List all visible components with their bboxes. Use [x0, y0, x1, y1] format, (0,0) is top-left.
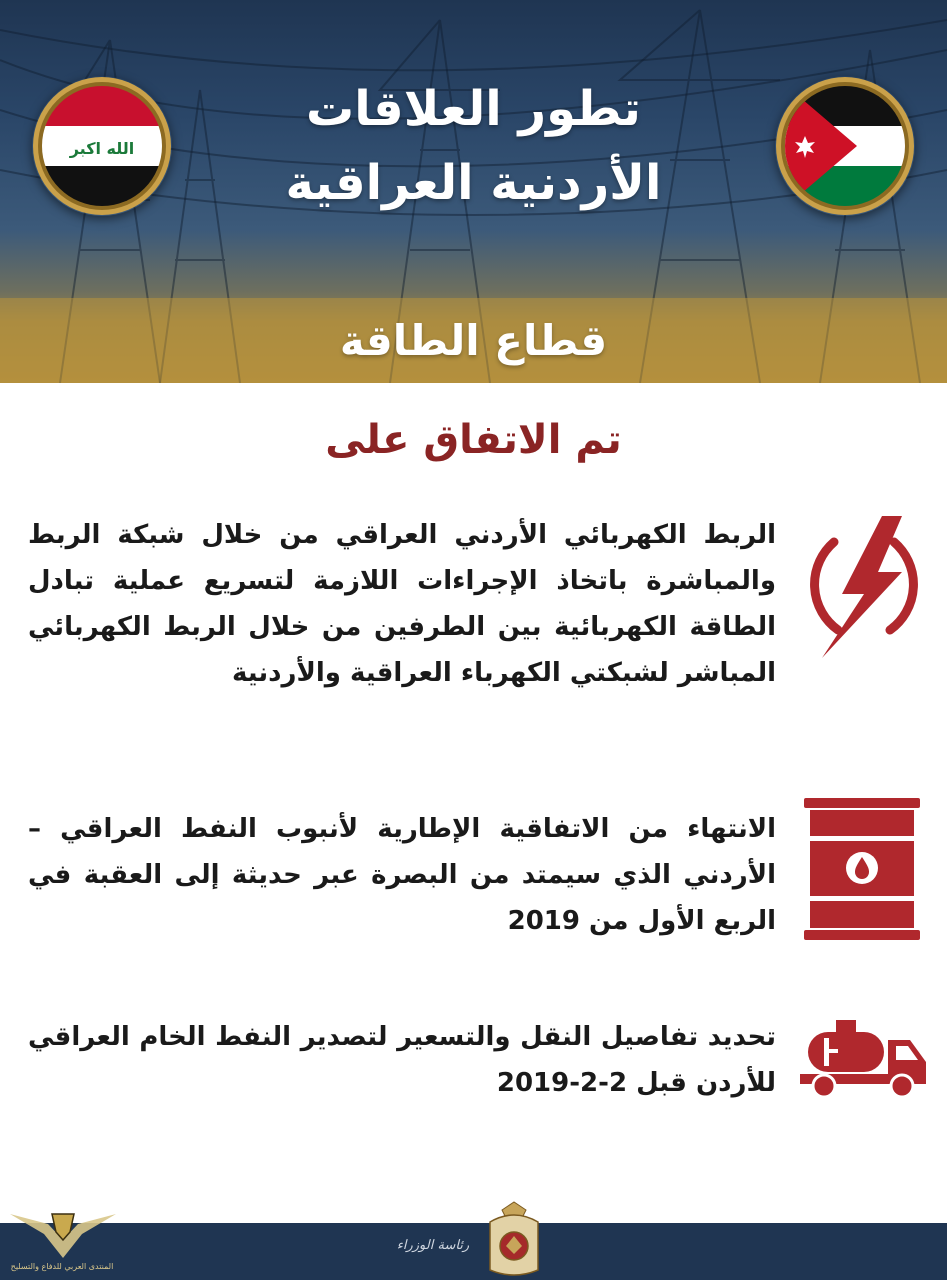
sector-title: قطاع الطاقة [339, 316, 608, 365]
watermark-text: المنتدى العربي للدفاع والتسليح [10, 1262, 114, 1271]
iraq-flag-icon [32, 76, 172, 216]
jordan-coat-of-arms-icon [484, 1200, 544, 1280]
oil-barrel-icon [804, 798, 920, 940]
jordan-flag-icon [775, 76, 915, 216]
oil-tanker-truck-icon [798, 1018, 930, 1100]
item-crude-transport-text: تحديد تفاصيل النقل والتسعير لتصدير النفط الخام العراقي للأردن قبل 2-2-2019 [28, 1022, 776, 1098]
item-electricity-text: الربط الكهربائي الأردني العراقي من خلال شبكة الربط والمباشرة باتخاذ الإجراءات اللازمة لتسريع عملية تبادل الطاقة الكهربائية بين الطرفين من خلال الربط الكهربائي المباشر لشبكتي الكهرباء العراقية والأردنية [28, 520, 776, 688]
agreed-heading: تم الاتفاق على [325, 417, 622, 463]
lightning-bolt-icon [798, 512, 930, 662]
main-title-line-2: الأردنية العراقية [285, 155, 662, 211]
main-title-line-1: تطور العلاقات [306, 81, 641, 137]
iraq-flag-text: الله اكبر [69, 139, 135, 158]
footer-logo-text: رئاسة الوزراء [396, 1238, 470, 1253]
item-pipeline-text: الانتهاء من الاتفاقية الإطارية لأنبوب النفط العراقي – الأردني الذي سيمتد من البصرة عبر حديثة إلى العقبة في الربع الأول من 2019 [28, 814, 776, 936]
forum-watermark-logo [8, 1198, 118, 1264]
